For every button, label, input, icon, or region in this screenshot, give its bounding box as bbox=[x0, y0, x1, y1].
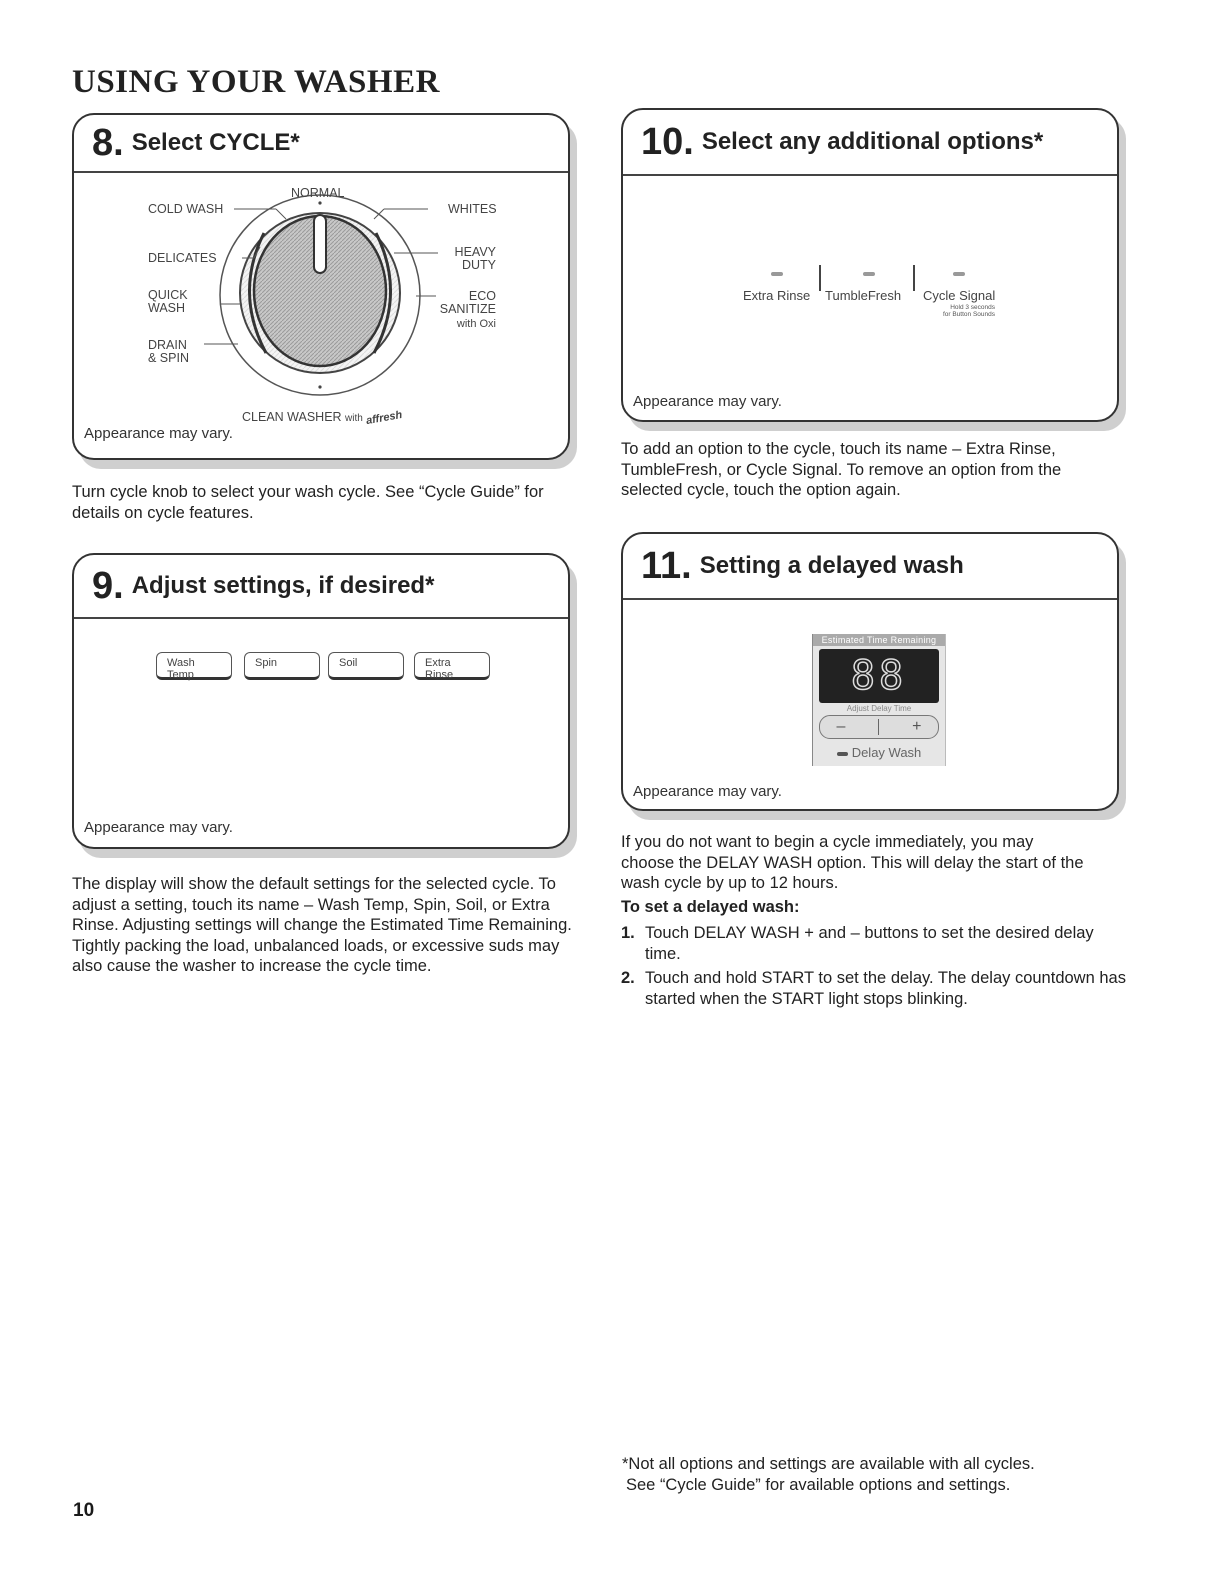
extra-rinse-option[interactable]: Extra Rinse bbox=[743, 288, 811, 303]
step-8-header bbox=[74, 115, 568, 173]
delay-wash-button[interactable] bbox=[813, 745, 945, 760]
cycle-signal-option[interactable]: Cycle Signal bbox=[923, 288, 996, 303]
soil-button[interactable]: Soil bbox=[328, 652, 404, 680]
step-9-number: 9. bbox=[92, 564, 124, 607]
time-display bbox=[819, 649, 939, 703]
delay-wash-label: Delay Wash bbox=[851, 745, 922, 760]
button-sounds-note: Hold 3 seconds for Button Sounds bbox=[942, 304, 995, 318]
step-11-title: Setting a delayed wash bbox=[699, 552, 964, 579]
adjust-delay-label: Adjust Delay Time bbox=[846, 704, 912, 713]
step-10-description: To add an option to the cycle, touch its name – Extra Rinse, TumbleFresh, or Cycle Signal. To remove an option from the selected cycle, touch the option again. bbox=[621, 440, 1062, 499]
step-11-number: 11. bbox=[641, 544, 692, 587]
step-8-appearance-note: Appearance may vary. bbox=[84, 425, 233, 442]
step-10-panel bbox=[621, 108, 1119, 422]
step-8-description: Turn cycle knob to select your wash cycle. See “Cycle Guide” for details on cycle features. bbox=[72, 483, 544, 522]
step-text: Touch DELAY WASH + and – buttons to set the desired delay time. bbox=[645, 924, 1094, 963]
option-divider bbox=[819, 265, 821, 291]
step-10-header bbox=[623, 110, 1117, 176]
step-11-appearance-note: Appearance may vary. bbox=[633, 783, 782, 800]
delay-display-panel bbox=[812, 634, 946, 766]
dial-label-drain-spin: DRAIN & SPIN bbox=[148, 338, 189, 365]
step-8-title: Select CYCLE* bbox=[131, 129, 300, 156]
delayed-wash-step bbox=[621, 968, 1131, 1009]
step-9-title: Adjust settings, if desired* bbox=[131, 572, 435, 599]
step-9-description: The display will show the default settings for the selected cycle. To adjust a setting, touch its name – Wash Temp, Spin, Soil, or Extra Rinse. Adjusting settings will change the Estimated Time Remaining. Tightly packing the load, unbalanced loads, or excessive suds may also cause the washer to increase the cycle time. bbox=[72, 875, 572, 975]
step-11-description: If you do not want to begin a cycle immediately, you may choose the DELAY WASH option. This will delay the start of the wash cycle by up to 12 hours. bbox=[621, 833, 1084, 892]
step-11-panel bbox=[621, 532, 1119, 811]
delayed-wash-step bbox=[621, 923, 1101, 964]
page-title: USING YOUR WASHER bbox=[72, 64, 440, 100]
clean-washer-text: CLEAN WASHER bbox=[242, 410, 342, 424]
delay-wash-indicator bbox=[837, 752, 848, 756]
footnote-line-2: See “Cycle Guide” for available options and settings. bbox=[626, 1475, 1011, 1494]
cycle-dial-illustration bbox=[74, 173, 568, 458]
delay-adjust-divider bbox=[878, 719, 879, 735]
extra-rinse-indicator bbox=[771, 272, 783, 276]
extra-rinse-button[interactable]: Extra Rinse bbox=[414, 652, 490, 680]
step-10-appearance-note: Appearance may vary. bbox=[633, 393, 782, 410]
step-10-number: 10. bbox=[641, 120, 694, 163]
delayed-wash-subheading: To set a delayed wash: bbox=[621, 898, 800, 916]
step-9-appearance-note: Appearance may vary. bbox=[84, 819, 233, 836]
option-divider bbox=[913, 265, 915, 291]
step-8-number: 8. bbox=[92, 121, 124, 164]
delay-adjust-control bbox=[819, 715, 939, 739]
spin-button[interactable]: Spin bbox=[244, 652, 320, 680]
footnote bbox=[622, 1454, 1035, 1495]
dial-label-cold-wash: COLD WASH bbox=[148, 202, 224, 216]
dial-label-whites: WHITES bbox=[448, 202, 497, 216]
step-10-title: Select any additional options* bbox=[701, 128, 1044, 155]
page-number: 10 bbox=[73, 1500, 95, 1521]
tumblefresh-indicator bbox=[863, 272, 875, 276]
delay-plus-button[interactable]: + bbox=[912, 718, 922, 735]
clean-washer-with: with bbox=[345, 413, 363, 424]
step-11-header bbox=[623, 534, 1117, 600]
dial-label-heavy-duty: HEAVY DUTY bbox=[454, 245, 496, 272]
step-9-header bbox=[74, 555, 568, 619]
step-9-panel bbox=[72, 553, 570, 849]
dial-label-eco-sanitize: ECO SANITIZE bbox=[439, 289, 496, 316]
affresh-logo: affresh bbox=[365, 408, 404, 428]
footnote-line-1: *Not all options and settings are available with all cycles. bbox=[622, 1455, 1035, 1473]
wash-temp-button[interactable]: Wash Temp bbox=[156, 652, 232, 680]
step-number: 1. bbox=[621, 924, 635, 942]
estimated-time-label: Estimated Time Remaining bbox=[813, 634, 945, 646]
dial-label-with-oxi: with Oxi bbox=[456, 318, 496, 330]
step-8-panel bbox=[72, 113, 570, 460]
dial-label-normal: NORMAL bbox=[291, 186, 345, 200]
tumblefresh-option[interactable]: TumbleFresh bbox=[825, 288, 902, 303]
dial-label-clean-washer bbox=[242, 408, 404, 428]
cycle-signal-indicator bbox=[953, 272, 965, 276]
dial-label-quick-wash: QUICK WASH bbox=[148, 288, 188, 315]
dial-label-delicates: DELICATES bbox=[148, 251, 217, 265]
step-number: 2. bbox=[621, 969, 635, 987]
time-digits: 88 bbox=[850, 653, 908, 699]
delay-minus-button[interactable]: – bbox=[836, 718, 846, 735]
step-text: Touch and hold START to set the delay. The delay countdown has started when the START light stops blinking. bbox=[645, 969, 1126, 1008]
